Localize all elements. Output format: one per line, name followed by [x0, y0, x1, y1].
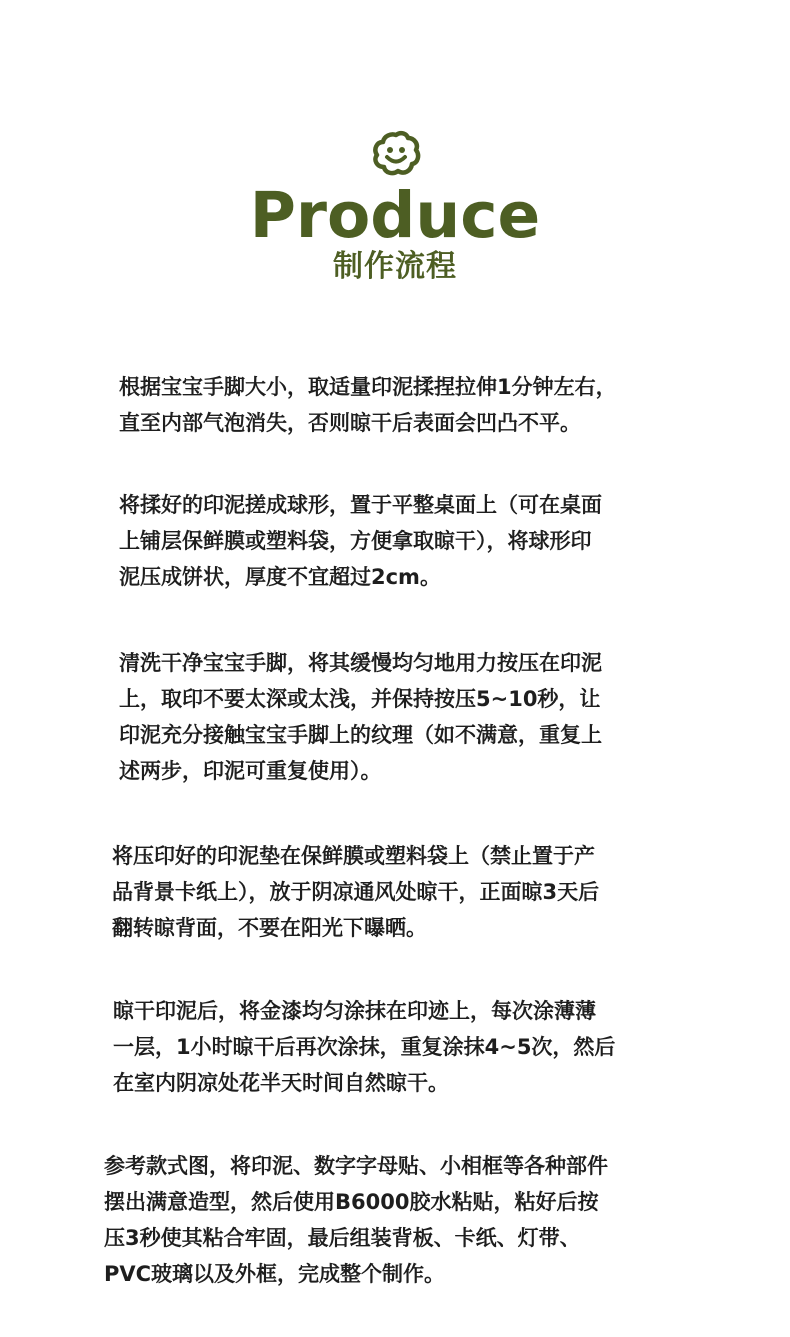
step-4-text: 将压印好的印泥垫在保鲜膜或塑料袋上（禁止置于产 品背景卡纸上），放于阴凉通风处晾干，正面晾3天后 翻转晾背面，不要在阳光下曝晒。 — [112, 844, 600, 940]
section-title: Produce — [249, 179, 541, 252]
smiling-face-icon — [371, 130, 421, 176]
step-1-text: 根据宝宝手脚大小，取适量印泥揉捏拉伸1分钟左右， 直至内部气泡消失，否则晾干后表面会凹凸不平。 — [119, 375, 617, 435]
section-subtitle: 制作流程 — [333, 249, 457, 284]
step-6-text: 参考款式图，将印泥、数字字母贴、小相框等各种部件 摆出满意造型，然后使用B6000胶水粘贴，粘好后按 压3秒使其粘合牢固，最后组装背板、卡纸、灯带、 PVC玻璃以及外框，完成整个制作。 — [104, 1154, 608, 1286]
step-2-text: 将揉好的印泥搓成球形，置于平整桌面上（可在桌面 上铺层保鲜膜或塑料袋，方便拿取晾干），将球形印 泥压成饼状，厚度不宜超过2cm。 — [119, 493, 602, 589]
step-3-text: 清洗干净宝宝手脚，将其缓慢均匀地用力按压在印泥 上，取印不要太深或太浅，并保持按压5~10秒，让 印泥充分接触宝宝手脚上的纹理（如不满意，重复上 述两步，印泥可重复使用）。 — [119, 651, 602, 783]
step-5-text: 晾干印泥后，将金漆均匀涂抹在印迹上，每次涂薄薄 一层，1小时晾干后再次涂抹，重复涂抹4~5次，然后 在室内阴凉处花半天时间自然晾干。 — [113, 999, 616, 1095]
